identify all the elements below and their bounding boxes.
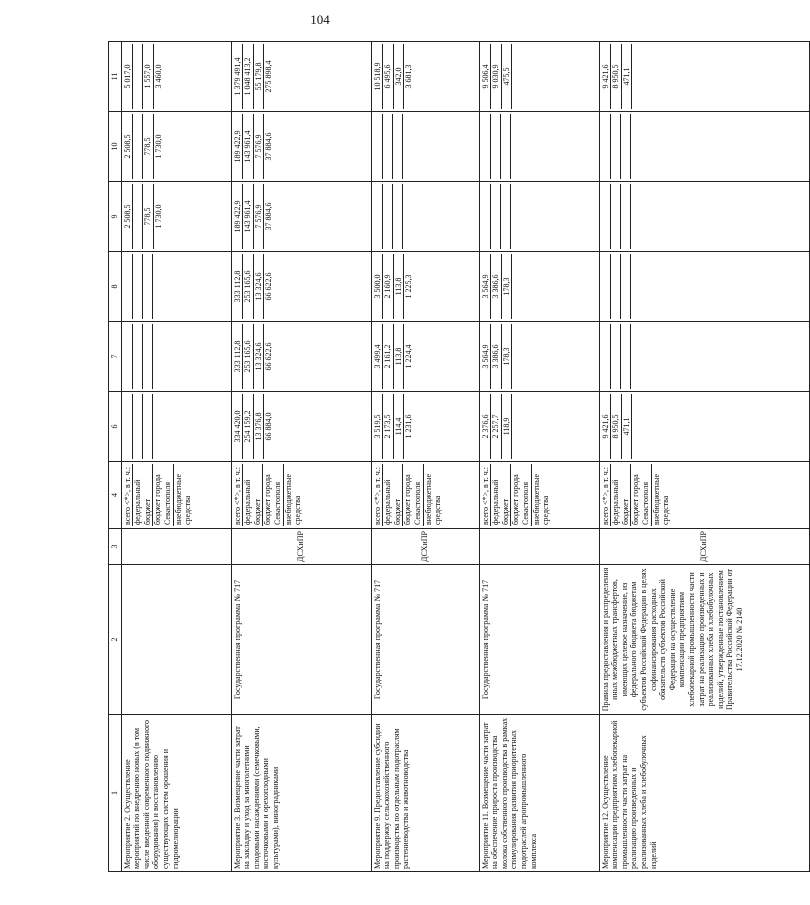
amount-cell-c9-stack bbox=[481, 184, 520, 249]
amount-cell-c6 bbox=[121, 392, 231, 462]
amount-cell-c10 bbox=[371, 112, 479, 182]
amount-cell-c7-stack bbox=[373, 324, 414, 389]
amount-cell-c8-stack bbox=[601, 254, 640, 319]
amount-cell-c9-stack bbox=[123, 184, 164, 249]
value-line: 55 179,8 bbox=[254, 44, 265, 109]
amount-cell-c8 bbox=[479, 252, 599, 322]
program-cell: Государственная программа № 717 bbox=[231, 565, 371, 715]
value-line: внебюджетные средства bbox=[531, 474, 551, 525]
value-line: 2 161,2 bbox=[383, 324, 394, 389]
value-line: федеральный бюджет bbox=[243, 464, 263, 526]
value-line: всего <*>, в т. ч.: bbox=[123, 464, 134, 526]
value-line bbox=[501, 184, 511, 249]
value-line: внебюджетные средства bbox=[283, 474, 303, 525]
amount-cell-c11-stack bbox=[233, 44, 274, 109]
amount-cell-c7 bbox=[599, 322, 809, 392]
value-line: 7 576,9 bbox=[254, 184, 265, 249]
amount-cell-c10-stack bbox=[601, 114, 640, 179]
executor-cell bbox=[479, 529, 599, 565]
table-row bbox=[121, 42, 231, 872]
value-line: 9 030,9 bbox=[491, 44, 502, 109]
value-line: 9 506,4 bbox=[481, 44, 492, 109]
value-line: 3 564,9 bbox=[481, 324, 492, 389]
value-line: всего <*>, в т. ч.: bbox=[373, 464, 384, 526]
amount-cell-c7-stack bbox=[481, 324, 522, 389]
value-line: 2 508,5 bbox=[123, 184, 134, 249]
value-line: 7 576,9 bbox=[254, 114, 265, 179]
header-cell: 6 bbox=[109, 392, 122, 462]
value-line: 66 884,0 bbox=[264, 412, 274, 441]
value-line: 178,3 bbox=[502, 324, 513, 389]
amount-cell-c11-stack bbox=[481, 44, 522, 109]
value-line: бюджет города Севастополя bbox=[631, 464, 651, 526]
amount-cell-c10-stack bbox=[233, 114, 274, 179]
value-line bbox=[153, 254, 162, 319]
value-line bbox=[123, 254, 133, 319]
amount-cell-c6 bbox=[599, 392, 809, 462]
amount-cell-c7 bbox=[479, 322, 599, 392]
value-line: 13 324,6 bbox=[254, 324, 265, 389]
amount-cell-c11-stack bbox=[123, 44, 164, 109]
value-line bbox=[601, 184, 611, 249]
amount-cell-c10 bbox=[479, 112, 599, 182]
value-line bbox=[143, 324, 153, 389]
value-line: 253 165,6 bbox=[243, 324, 254, 389]
value-line: 1 231,6 bbox=[404, 414, 414, 439]
amount-cell-c9 bbox=[479, 182, 599, 252]
amount-cell-c8-stack bbox=[123, 254, 162, 319]
value-line: 1 730,0 bbox=[153, 134, 163, 159]
amount-cell-c9-stack bbox=[601, 184, 640, 249]
amount-cell-c8 bbox=[121, 252, 231, 322]
amount-cell-c6-stack bbox=[481, 394, 522, 459]
value-line: 275 898,4 bbox=[264, 60, 274, 93]
amount-cell-c10-stack bbox=[481, 114, 520, 179]
value-line: 471,1 bbox=[622, 394, 633, 459]
value-line: 189 422,9 bbox=[233, 184, 244, 249]
value-line bbox=[481, 184, 491, 249]
funding-source-cell-stack bbox=[123, 464, 193, 526]
value-line: 3 386,6 bbox=[491, 324, 502, 389]
value-line: 66 622,6 bbox=[264, 272, 274, 301]
header-cell: 1 bbox=[109, 715, 122, 872]
header-cell: 2 bbox=[109, 565, 122, 715]
table-row bbox=[231, 42, 371, 872]
value-line: 3 499,4 bbox=[373, 324, 384, 389]
value-line: 778,5 bbox=[143, 184, 154, 249]
amount-cell-c9 bbox=[231, 182, 371, 252]
value-line: 3 519,5 bbox=[373, 394, 384, 459]
value-line: федеральный бюджет bbox=[383, 464, 403, 526]
amount-cell-c9 bbox=[599, 182, 809, 252]
value-line bbox=[511, 114, 520, 179]
value-line: 143 961,4 bbox=[243, 184, 254, 249]
value-line: 254 159,2 bbox=[243, 394, 254, 459]
executor-cell: ДСХиПР bbox=[371, 529, 479, 565]
value-line: всего <*>, в т. ч.: bbox=[601, 464, 612, 526]
event-name-cell: Мероприятие 3. Возмещение части затрат на закладку и уход за многолетними плодовыми насаждениями (семечковыми, косточковыми и орехоплодными культурами), виноградниками bbox=[231, 715, 371, 872]
value-line bbox=[393, 184, 403, 249]
value-line bbox=[512, 44, 521, 109]
executor-cell: ДСХиПР bbox=[231, 529, 371, 565]
executor-cell: ДСХиПР bbox=[599, 529, 809, 565]
value-line: 2 376,6 bbox=[481, 394, 492, 459]
value-line bbox=[611, 184, 621, 249]
amount-cell-c7 bbox=[371, 322, 479, 392]
value-line: 118,9 bbox=[502, 394, 513, 459]
page-number: 104 bbox=[310, 12, 330, 27]
value-line: 1 557,0 bbox=[143, 44, 154, 109]
event-name-cell: Мероприятие 9. Предоставление субсидии на поддержку сельскохозяйственного производства по отдельным подотраслям растениеводства и животноводства bbox=[371, 715, 479, 872]
amount-cell-c8 bbox=[231, 252, 371, 322]
value-line bbox=[491, 114, 501, 179]
value-line bbox=[601, 254, 611, 319]
value-line: 8 950,5 bbox=[611, 44, 622, 109]
amount-cell-c11 bbox=[599, 42, 809, 112]
value-line bbox=[621, 114, 631, 179]
funding-source-cell bbox=[231, 462, 371, 529]
amount-cell-c7-stack bbox=[233, 324, 274, 389]
funding-source-cell bbox=[121, 462, 231, 529]
amount-cell-c6 bbox=[231, 392, 371, 462]
table-row bbox=[479, 42, 599, 872]
value-line bbox=[601, 324, 611, 389]
value-line bbox=[373, 114, 383, 179]
amount-cell-c6 bbox=[479, 392, 599, 462]
executor-cell bbox=[121, 529, 231, 565]
table-row bbox=[599, 42, 809, 872]
value-line: бюджет города Севастополя bbox=[511, 464, 531, 526]
amount-cell-c10 bbox=[121, 112, 231, 182]
amount-cell-c9 bbox=[121, 182, 231, 252]
value-line: 5 017,0 bbox=[123, 44, 134, 109]
header-cell: 7 bbox=[109, 322, 122, 392]
value-line bbox=[133, 44, 143, 109]
amount-cell-c11 bbox=[479, 42, 599, 112]
value-line: 1 224,4 bbox=[404, 344, 414, 369]
value-line bbox=[631, 254, 640, 319]
value-line bbox=[621, 324, 631, 389]
value-line: 333 112,8 bbox=[233, 254, 244, 319]
header-cell: 4 bbox=[109, 462, 122, 529]
amount-cell-c6-stack bbox=[373, 394, 414, 459]
value-line: 13 376,8 bbox=[254, 394, 265, 459]
funding-source-cell-stack bbox=[373, 464, 443, 526]
value-line: 37 884,6 bbox=[264, 202, 274, 231]
amount-cell-c8-stack bbox=[481, 254, 522, 319]
value-line bbox=[403, 114, 412, 179]
amount-cell-c7-stack bbox=[123, 324, 162, 389]
value-line bbox=[601, 114, 611, 179]
value-line bbox=[403, 184, 412, 249]
financing-table bbox=[108, 41, 810, 872]
value-line bbox=[631, 114, 640, 179]
value-line bbox=[133, 324, 143, 389]
value-line bbox=[512, 254, 521, 319]
value-line: 113,8 bbox=[394, 254, 405, 319]
amount-cell-c6-stack bbox=[233, 394, 274, 459]
value-line: 10 518,9 bbox=[373, 44, 384, 109]
value-line: 8 950,5 bbox=[611, 394, 622, 459]
value-line: 9 421,6 bbox=[601, 44, 612, 109]
amount-cell-c11 bbox=[371, 42, 479, 112]
value-line: 475,5 bbox=[502, 44, 513, 109]
amount-cell-c9-stack bbox=[373, 184, 412, 249]
amount-cell-c11 bbox=[121, 42, 231, 112]
value-line: 9 421,6 bbox=[601, 394, 612, 459]
funding-source-cell bbox=[479, 462, 599, 529]
value-line: 2 508,5 bbox=[123, 114, 134, 179]
value-line: всего <*>, в т. ч.: bbox=[481, 464, 492, 526]
value-line bbox=[611, 254, 621, 319]
value-line: 3 564,9 bbox=[481, 254, 492, 319]
value-line: 2 173,5 bbox=[383, 394, 394, 459]
value-line bbox=[133, 394, 143, 459]
value-line: 6 495,6 bbox=[383, 44, 394, 109]
amount-cell-c8 bbox=[599, 252, 809, 322]
value-line: внебюджетные средства bbox=[173, 474, 193, 525]
event-name-cell: Мероприятие 12. Осуществление компенсации предприятиям хлебопекарной промышленности части затрат на реализацию произведенных и реализованных хлеба и хлебобулочных изделий bbox=[599, 715, 809, 872]
value-line: бюджет города Севастополя bbox=[153, 464, 173, 526]
value-line: внебюджетные средства bbox=[651, 474, 671, 525]
amount-cell-c10 bbox=[599, 112, 809, 182]
value-line: 334 420,0 bbox=[233, 394, 244, 459]
value-line: 2 257,7 bbox=[491, 394, 502, 459]
amount-cell-c11-stack bbox=[601, 44, 642, 109]
amount-cell-c8 bbox=[371, 252, 479, 322]
value-line: бюджет города Севастополя bbox=[403, 464, 423, 526]
funding-source-cell-stack bbox=[233, 464, 303, 526]
header-cell: 3 bbox=[109, 529, 122, 565]
funding-source-cell-stack bbox=[481, 464, 551, 526]
value-line bbox=[393, 114, 403, 179]
value-line bbox=[383, 114, 393, 179]
value-line: 2 160,9 bbox=[383, 254, 394, 319]
amount-cell-c10-stack bbox=[123, 114, 164, 179]
amount-cell-c6 bbox=[371, 392, 479, 462]
value-line bbox=[512, 324, 521, 389]
value-line bbox=[123, 394, 133, 459]
value-line bbox=[133, 114, 143, 179]
value-line: 1 730,0 bbox=[153, 204, 163, 229]
value-line: 3 386,6 bbox=[491, 254, 502, 319]
event-name-cell: Мероприятие 11. Возмещение части затрат на обеспечение прироста производства молока собственного производства в рамках стимулирования развития приоритетных подотраслей агропромышленного комплекса bbox=[479, 715, 599, 872]
value-line bbox=[383, 184, 393, 249]
value-line bbox=[153, 324, 162, 389]
value-line: 1 379 491,4 bbox=[233, 44, 244, 109]
value-line bbox=[133, 184, 143, 249]
table-row bbox=[371, 42, 479, 872]
value-line bbox=[621, 254, 631, 319]
amount-cell-c7 bbox=[121, 322, 231, 392]
value-line bbox=[123, 324, 133, 389]
funding-source-cell-stack bbox=[601, 464, 671, 526]
value-line bbox=[481, 114, 491, 179]
value-line bbox=[143, 394, 153, 459]
header-cell: 10 bbox=[109, 112, 122, 182]
value-line: федеральный бюджет bbox=[611, 464, 631, 526]
value-line: 3 500,0 bbox=[373, 254, 384, 319]
header-cell: 8 bbox=[109, 252, 122, 322]
value-line: федеральный бюджет bbox=[133, 464, 153, 526]
value-line: внебюджетные средства bbox=[423, 474, 443, 525]
value-line: всего <*>, в т. ч.: bbox=[233, 464, 244, 526]
amount-cell-c10 bbox=[231, 112, 371, 182]
header-row bbox=[109, 42, 122, 872]
funding-source-cell bbox=[371, 462, 479, 529]
amount-cell-c9 bbox=[371, 182, 479, 252]
value-line: 143 961,4 bbox=[243, 114, 254, 179]
program-cell: Государственная программа № 717 bbox=[479, 565, 599, 715]
value-line: 113,8 bbox=[394, 324, 405, 389]
value-line: 3 681,3 bbox=[404, 64, 414, 89]
amount-cell-c11 bbox=[231, 42, 371, 112]
amount-cell-c11-stack bbox=[373, 44, 414, 109]
value-line bbox=[621, 184, 631, 249]
amount-cell-c6-stack bbox=[123, 394, 162, 459]
funding-source-cell bbox=[599, 462, 809, 529]
program-cell: Правила предоставления и распределения иных межбюджетных трансфертов, имеющих целевое назначение, из федерального бюджета бюджетам субъектов Российской Федерации в целях софинансирования расходных обязательств субъектов Российской Федерации на осуществление компенсации предприятиям хлебопекарной промышленности части затрат на реализацию произведенных и реализованных хлеба и хлебобулочных изделий, утвержденные постановлением Правительства Российской Федерации от 17.12.2020 № 2140 bbox=[599, 565, 809, 715]
value-line bbox=[632, 44, 641, 109]
value-line: 13 324,6 bbox=[254, 254, 265, 319]
program-cell bbox=[121, 565, 231, 715]
value-line: 1 225,3 bbox=[404, 274, 414, 299]
value-line: 178,3 bbox=[502, 254, 513, 319]
value-line: 333 112,8 bbox=[233, 324, 244, 389]
header-cell: 9 bbox=[109, 182, 122, 252]
amount-cell-c6-stack bbox=[601, 394, 642, 459]
value-line: 114,4 bbox=[394, 394, 405, 459]
header-cell: 11 bbox=[109, 42, 122, 112]
value-line bbox=[501, 114, 511, 179]
event-name-cell: Мероприятие 2. Осуществление мероприятий по внедрению новых (в том числе введенной современного подвижного оборудования) и восстановлению существующих систем орошения и гидромелиорации bbox=[121, 715, 231, 872]
value-line bbox=[373, 184, 383, 249]
value-line bbox=[511, 184, 520, 249]
value-line: 778,5 bbox=[143, 114, 154, 179]
value-line: 253 165,6 bbox=[243, 254, 254, 319]
amount-cell-c7-stack bbox=[601, 324, 640, 389]
rotated-table-container bbox=[108, 42, 744, 872]
value-line: 37 884,6 bbox=[264, 132, 274, 161]
value-line bbox=[133, 254, 143, 319]
value-line: 66 622,6 bbox=[264, 342, 274, 371]
amount-cell-c9-stack bbox=[233, 184, 274, 249]
program-cell: Государственная программа № 717 bbox=[371, 565, 479, 715]
value-line bbox=[631, 184, 640, 249]
value-line: федеральный бюджет bbox=[491, 464, 511, 526]
value-line bbox=[491, 184, 501, 249]
value-line: 1 048 413,2 bbox=[243, 44, 254, 109]
value-line bbox=[512, 394, 521, 459]
amount-cell-c10-stack bbox=[373, 114, 412, 179]
value-line bbox=[153, 394, 162, 459]
amount-cell-c8-stack bbox=[373, 254, 414, 319]
value-line: 3 460,0 bbox=[153, 64, 163, 89]
value-line bbox=[632, 394, 641, 459]
value-line: 342,0 bbox=[394, 44, 405, 109]
amount-cell-c8-stack bbox=[233, 254, 274, 319]
value-line bbox=[611, 324, 621, 389]
value-line bbox=[631, 324, 640, 389]
value-line bbox=[143, 254, 153, 319]
value-line: бюджет города Севастополя bbox=[263, 464, 283, 526]
value-line: 471,1 bbox=[622, 44, 633, 109]
amount-cell-c7 bbox=[231, 322, 371, 392]
value-line bbox=[611, 114, 621, 179]
value-line: 189 422,9 bbox=[233, 114, 244, 179]
